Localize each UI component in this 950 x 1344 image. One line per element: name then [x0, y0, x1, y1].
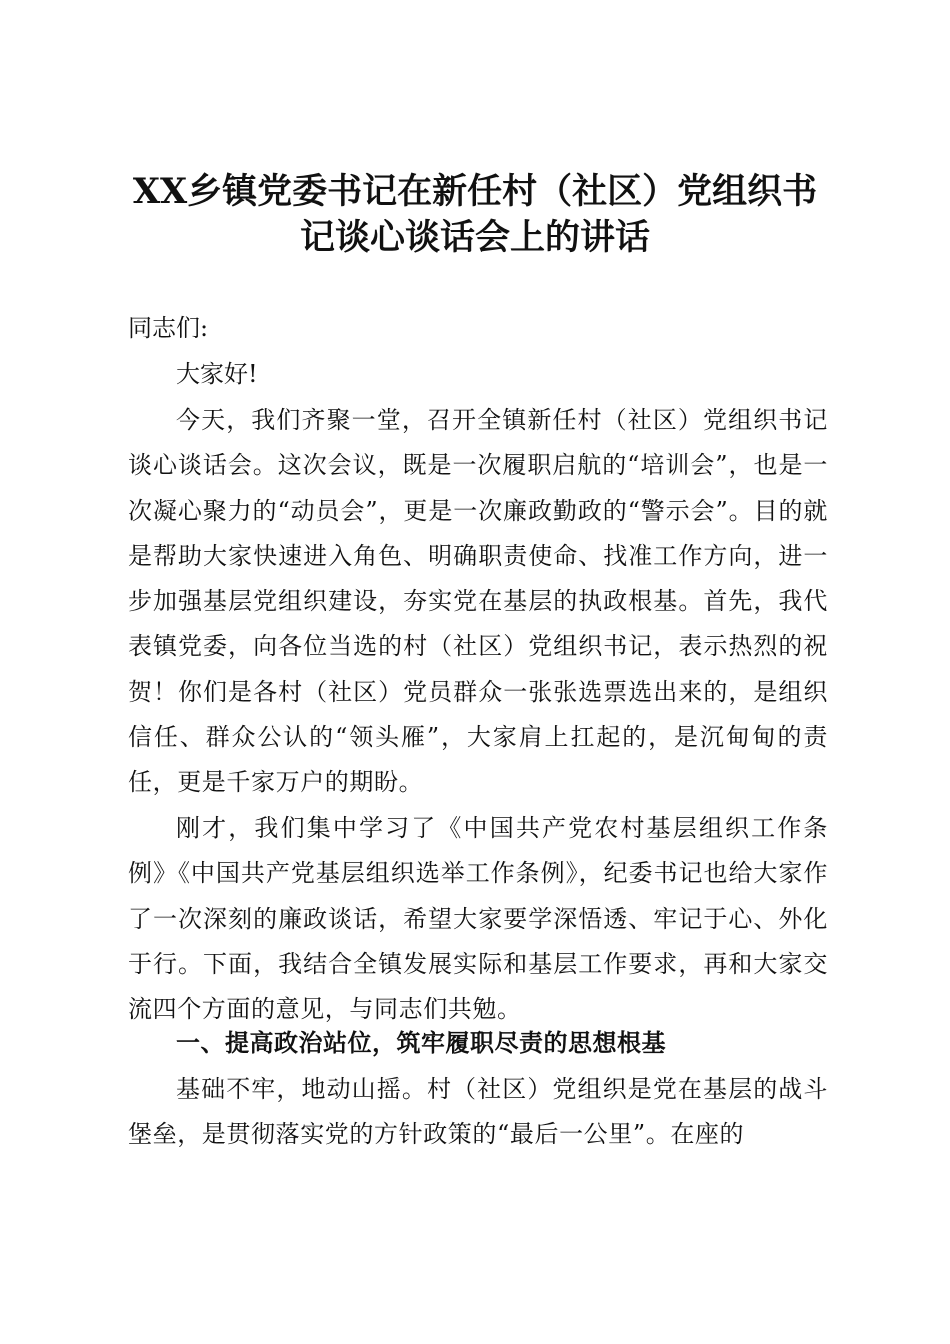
document-title-line-1: XX乡镇党委书记在新任村（社区）党组织书 [132, 171, 818, 212]
salutation: 同志们: [128, 314, 209, 342]
paragraph-section-1: 基础不牢，地动山摇。村（社区）党组织是党在基层的战斗堡垒，是贯彻落实党的方针政策的“最后一公里”。在座的 [128, 1075, 828, 1149]
paragraph-study: 刚才，我们集中学习了《中国共产党农村基层组织工作条例》《中国共产党基层组织选举工作条例》，纪委书记也给大家作了一次深刻的廉政谈话，希望大家要学深悟透、牢记于心、外化于行。下面，我结合全镇发展实际和基层工作要求，再和大家交流四个方面的意见，与同志们共勉。 [128, 814, 828, 1024]
greeting: 大家好! [176, 360, 258, 388]
paragraph-opening: 今天，我们齐聚一堂，召开全镇新任村（社区）党组织书记谈心谈话会。这次会议，既是一次履职启航的“培训会”，也是一次凝心聚力的“动员会”，更是一次廉政勤政的“警示会”。目的就是帮助大家快速进入角色、明确职责使命、找准工作方向，进一步加强基层党组织建设，夯实党在基层的执政根基。首先，我代表镇党委，向各位当选的村（社区）党组织书记，表示热烈的祝贺！你们是各村（社区）党员群众一张张选票选出来的，是组织信任、群众公认的“领头雁”，大家肩上扛起的，是沉甸甸的责任，更是千家万户的期盼。 [128, 406, 828, 797]
document-title-line-2: 记谈心谈话会上的讲话 [299, 217, 650, 258]
section-heading-1: 一、提高政治站位，筑牢履职尽责的思想根基 [176, 1029, 666, 1057]
